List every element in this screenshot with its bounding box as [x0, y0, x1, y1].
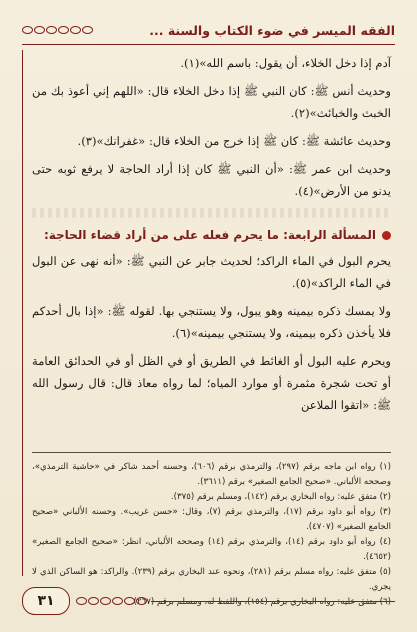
footnote: (٤) رواه أبو داود برقم (١٤)، والترمذي برقم (١٤) وصححه الألباني، انظر: «صحيح الجامع الصغير» (٤٦٥٢). [32, 537, 391, 562]
paragraph: يحرم البول في الماء الراكد؛ لحديث جابر عن النبي ﷺ: «أنه نهى عن البول في الماء الراكد»(٥). [32, 254, 391, 290]
header-rule [22, 44, 395, 45]
page-header [22, 18, 395, 42]
section-heading [32, 224, 391, 246]
footnote: (٣) رواه أبو داود برقم (١٧)، والترمذي برقم (٧)، وقال: «حسن غريب». وحسنه الألباني «صحيح الجامع الصغير» (٤٧٠٧). [32, 507, 391, 532]
section-separator [32, 208, 391, 218]
footnote: (٢) متفق عليه: رواه البخاري برقم (١٤٢)، ومسلم برقم (٣٧٥). [170, 492, 391, 502]
paragraph: آدم إذا دخل الخلاء، أن يقول: باسم الله»(١). [180, 56, 391, 70]
paragraph: ويحرم عليه البول أو الغائط في الطريق أو في الظل أو في الحدائق العامة أو تحت شجرة مثمرة أو موارد المياه؛ لما رواه معاذ قال: قال رسول الله ﷺ: «اتقوا الملاعن [32, 354, 391, 412]
paragraph: ولا يمسك ذكره بيمينه وهو يبول، ولا يستنجي بها. لقوله ﷺ: «إذا بال أحدكم فلا يأخذن ذكره بيمينه، ولا يستنجي بيمينه»(٦). [32, 304, 391, 340]
running-title: الفقه الميسر في ضوء الكتاب والسنة ... [149, 22, 395, 38]
paragraph: وحديث أنس ﷺ: كان النبي ﷺ إذا دخل الخلاء قال: «اللهم إني أعوذ بك من الخبث والخبائث»(٢). [32, 84, 391, 120]
footnote: (٦) متفق عليه: رواه البخاري برقم (١٥٤)، واللفظ له، ومسلم برقم (٢٦٧). [130, 597, 391, 607]
page-number: ٣١ [22, 587, 70, 615]
page-footer [22, 586, 395, 616]
footnote-rule [32, 452, 391, 453]
main-text [32, 52, 391, 422]
paragraph: وحديث عائشة ﷺ: كان ﷺ إذا خرج من الخلاء قال: «غفرانك»(٣). [77, 134, 391, 148]
footer-rule [151, 601, 395, 602]
bullet-icon [382, 231, 391, 240]
paragraph: وحديث ابن عمر ﷺ: «أن النبي ﷺ كان إذا أراد الحاجة لا يرفع ثوبه حتى يدنو من الأرض»(٤). [32, 162, 391, 198]
header-ornament [22, 24, 141, 36]
chain-ornament-icon [76, 597, 147, 605]
margin-rule [22, 50, 23, 576]
footnote: (٥) متفق عليه: رواه مسلم برقم (٢٨١)، ونحوه عند البخاري برقم (٢٣٩). والراكد: هو الساكن الذي لا يجري. [32, 567, 391, 592]
chain-ornament-icon [22, 26, 93, 34]
footnote: (١) رواه ابن ماجه برقم (٢٩٧)، والترمذي برقم (٦٠٦)، وحسنه أحمد شاكر في «حاشية الترمذي»، وصححه الألباني. «صحيح الجامع الصغير» برقم (٣٦١١). [32, 462, 391, 487]
section-heading-text: المسألة الرابعة: ما يحرم فعله على من أراد قضاء الحاجة: [43, 228, 376, 242]
